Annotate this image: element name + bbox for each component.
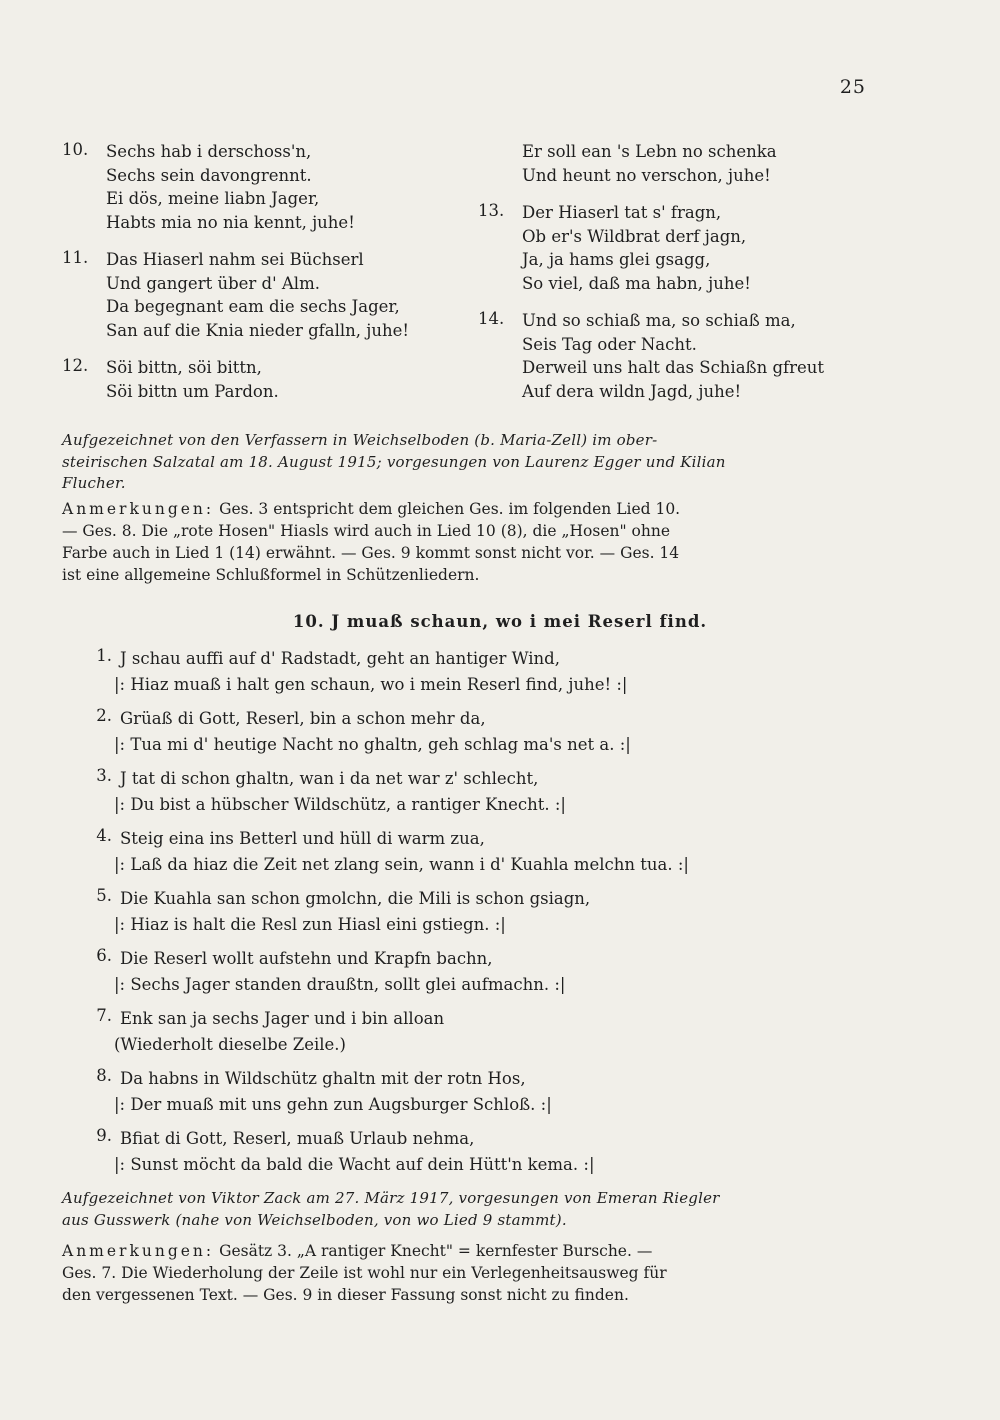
- stanza-line: Ob er's Wildbrat derf jagn,: [522, 226, 747, 246]
- remarks-line: [62, 498, 942, 520]
- song-remarks: [62, 1240, 942, 1306]
- verse-line: Die Kuahla san schon gmolchn, die Mili is schon gsiagn,: [120, 889, 591, 908]
- stanza-line: San auf die Knia nieder gfalln, juhe!: [106, 320, 410, 340]
- stanza: [62, 248, 482, 342]
- stanza-number: 14.: [478, 309, 505, 328]
- verse-line: |: Hiaz is halt die Resl zun Hiasl eini gstiegn. :|: [114, 915, 506, 934]
- verse: [62, 886, 942, 938]
- stanza-line: Sechs hab i derschoss'n,: [106, 142, 312, 161]
- verse-number: 5.: [96, 886, 112, 905]
- stanza-line: Söi bittn um Pardon.: [106, 381, 279, 401]
- remarks-line: — Ges. 8. Die „rote Hosen" Hiasls wird auch in Lied 10 (8), die „Hosen" ohne: [62, 522, 671, 540]
- verse-line: |: Hiaz muaß i halt gen schaun, wo i mein Reserl find, juhe! :|: [114, 675, 628, 694]
- stanza-line: Und heunt no verschon, juhe!: [522, 165, 771, 185]
- prev-song-right-column: [478, 140, 898, 403]
- verse-line: (Wiederholt dieselbe Zeile.): [114, 1035, 346, 1054]
- page-number: 25: [839, 76, 866, 98]
- stanza: [478, 140, 898, 187]
- verse: [62, 766, 942, 818]
- stanza-line: Ja, ja hams glei gsagg,: [522, 250, 711, 269]
- verse-line: |: Tua mi d' heutige Nacht no ghaltn, geh schlag ma's net a. :|: [114, 735, 631, 754]
- stanza-line: Seis Tag oder Nacht.: [522, 334, 697, 354]
- verse-number: 3.: [96, 766, 112, 785]
- verse-number: 7.: [96, 1006, 112, 1025]
- song-verses: [62, 646, 942, 1186]
- verse-line: J schau auffi auf d' Radstadt, geht an hantiger Wind,: [120, 649, 560, 668]
- stanza-line: Söi bittn, söi bittn,: [106, 358, 262, 377]
- verse: [62, 826, 942, 878]
- verse: [62, 1126, 942, 1178]
- stanza-line: Ei dös, meine liabn Jager,: [106, 189, 320, 208]
- stanza: [62, 356, 482, 403]
- verse: [62, 946, 942, 998]
- stanza-line: Und so schiaß ma, so schiaß ma,: [522, 311, 796, 330]
- verse-number: 6.: [96, 946, 112, 965]
- remarks-line: Farbe auch in Lied 1 (14) erwähnt. — Ges. 9 kommt sonst nicht vor. — Ges. 14: [62, 544, 680, 562]
- verse: [62, 1006, 942, 1058]
- stanza: [62, 140, 482, 234]
- verse-number: 1.: [96, 646, 112, 665]
- note-line: Aufgezeichnet von Viktor Zack am 27. März 1917, vorgesungen von Emeran Riegler: [62, 1189, 720, 1207]
- note-line: Aufgezeichnet von den Verfassern in Weichselboden (b. Maria-Zell) im ober-: [62, 431, 658, 449]
- stanza-number: 12.: [62, 356, 89, 375]
- verse-line: Bfiat di Gott, Reserl, muaß Urlaub nehma,: [120, 1129, 475, 1148]
- verse-line: |: Sunst möcht da bald die Wacht auf dein Hütt'n kema. :|: [114, 1155, 595, 1174]
- remarks-label: Anmerkungen:: [62, 1242, 215, 1260]
- remarks-line: Ges. 7. Die Wiederholung der Zeile ist wohl nur ein Verlegenheitsausweg für: [62, 1264, 667, 1282]
- verse-line: Enk san ja sechs Jager und i bin alloan: [120, 1009, 445, 1028]
- remarks-line: ist eine allgemeine Schlußformel in Schützenliedern.: [62, 566, 480, 584]
- verse-line: Die Reserl wollt aufstehn und Krapfn bachn,: [120, 949, 493, 968]
- stanza-line: Da begegnant eam die sechs Jager,: [106, 297, 400, 316]
- stanza-line: Auf dera wildn Jagd, juhe!: [522, 381, 742, 401]
- song-recorded-note: [62, 1188, 942, 1231]
- stanza-line: Das Hiaserl nahm sei Büchserl: [106, 250, 364, 269]
- verse-line: |: Der muaß mit uns gehn zun Augsburger Schloß. :|: [114, 1095, 552, 1114]
- remarks-line: den vergessenen Text. — Ges. 9 in dieser Fassung sonst nicht zu finden.: [62, 1286, 629, 1304]
- verse-number: 8.: [96, 1066, 112, 1085]
- verse-line: J tat di schon ghaltn, wan i da net war z' schlecht,: [120, 769, 539, 788]
- note-line: steirischen Salzatal am 18. August 1915; vorgesungen von Laurenz Egger und Kilian: [62, 452, 726, 471]
- stanza: [478, 201, 898, 295]
- remarks-line: [62, 1240, 942, 1262]
- stanza-number: 11.: [62, 248, 89, 267]
- stanza-line: Sechs sein davongrennt.: [106, 165, 312, 185]
- remarks-text: Ges. 3 entspricht dem gleichen Ges. im folgenden Lied 10.: [219, 500, 681, 518]
- song-title: 10. J muaß schaun, wo i mei Reserl find.: [292, 612, 708, 631]
- verse-number: 9.: [96, 1126, 112, 1145]
- stanza-number: 13.: [478, 201, 505, 220]
- verse-line: |: Du bist a hübscher Wildschütz, a rantiger Knecht. :|: [114, 795, 566, 814]
- note-line: aus Gusswerk (nahe von Weichselboden, von wo Lied 9 stammt).: [62, 1210, 567, 1229]
- stanza-line: Und gangert über d' Alm.: [106, 273, 320, 293]
- verse-line: |: Sechs Jager standen draußtn, sollt glei aufmachn. :|: [114, 975, 566, 994]
- prev-song-remarks: [62, 498, 942, 586]
- verse-number: 4.: [96, 826, 112, 845]
- stanza-line: Derweil uns halt das Schiaßn gfreut: [522, 358, 825, 377]
- stanza-number: 10.: [62, 140, 89, 159]
- remarks-text: Gesätz 3. „A rantiger Knecht" = kernfester Bursche. —: [219, 1242, 653, 1260]
- verse-number: 2.: [96, 706, 112, 725]
- remarks-label: Anmerkungen:: [62, 500, 215, 518]
- note-line: Flucher.: [62, 474, 126, 492]
- stanza: [478, 309, 898, 403]
- prev-song-left-column: [62, 140, 482, 405]
- verse-line: |: Laß da hiaz die Zeit net zlang sein, wann i d' Kuahla melchn tua. :|: [114, 855, 689, 874]
- verse-line: Grüaß di Gott, Reserl, bin a schon mehr da,: [120, 709, 486, 728]
- verse: [62, 1066, 942, 1118]
- stanza-line: Er soll ean 's Lebn no schenka: [522, 142, 777, 161]
- verse-line: Da habns in Wildschütz ghaltn mit der rotn Hos,: [120, 1069, 526, 1088]
- verse-line: Steig eina ins Betterl und hüll di warm zua,: [120, 829, 485, 848]
- stanza-line: Habts mia no nia kennt, juhe!: [106, 212, 355, 232]
- prev-song-recorded-note: [62, 430, 942, 495]
- stanza-line: So viel, daß ma habn, juhe!: [522, 273, 751, 293]
- stanza-line: Der Hiaserl tat s' fragn,: [522, 203, 722, 222]
- verse: [62, 646, 942, 698]
- verse: [62, 706, 942, 758]
